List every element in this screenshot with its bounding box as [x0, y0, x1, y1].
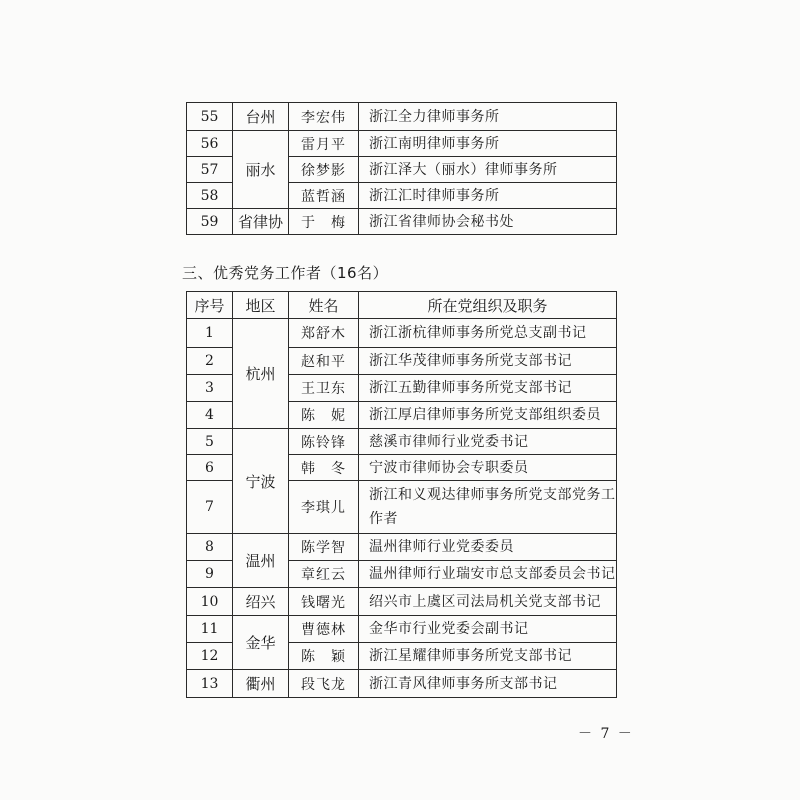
org-cell: 浙江厚启律师事务所党支部组织委员 — [359, 402, 617, 429]
name-cell: 徐梦影 — [289, 157, 359, 183]
name-cell: 李琪儿 — [289, 481, 359, 534]
org-cell: 金华市行业党委会副书记 — [359, 616, 617, 643]
row-number: 2 — [187, 348, 233, 375]
org-cell: 浙江省律师协会秘书处 — [359, 209, 617, 235]
name-cell: 赵和平 — [289, 348, 359, 375]
org-cell: 浙江南明律师事务所 — [359, 131, 617, 157]
row-number: 10 — [187, 588, 233, 616]
name-cell: 陈学智 — [289, 534, 359, 561]
region-cell: 衢州 — [233, 670, 289, 698]
table-row — [187, 534, 617, 561]
org-cell: 绍兴市上虞区司法局机关党支部书记 — [359, 588, 617, 616]
region-cell: 温州 — [233, 534, 289, 588]
row-number: 6 — [187, 455, 233, 481]
party-workers-table — [186, 291, 617, 698]
header-number: 序号 — [187, 292, 233, 319]
name-cell: 韩 冬 — [289, 455, 359, 481]
region-cell: 台州 — [233, 103, 289, 131]
org-cell: 浙江全力律师事务所 — [359, 103, 617, 131]
region-cell: 省律协 — [233, 209, 289, 235]
name-cell: 蓝哲涵 — [289, 183, 359, 209]
name-cell: 陈 妮 — [289, 402, 359, 429]
table-row — [187, 103, 617, 131]
org-cell: 慈溪市律师行业党委书记 — [359, 429, 617, 455]
row-number: 9 — [187, 561, 233, 588]
table-row — [187, 588, 617, 616]
org-cell: 浙江星耀律师事务所党支部书记 — [359, 643, 617, 670]
table-row — [187, 670, 617, 698]
table-row — [187, 429, 617, 455]
org-cell: 浙江青风律师事务所支部书记 — [359, 670, 617, 698]
row-number: 59 — [187, 209, 233, 235]
org-cell: 浙江浙杭律师事务所党总支副书记 — [359, 319, 617, 348]
org-cell: 浙江华茂律师事务所党支部书记 — [359, 348, 617, 375]
region-cell: 金华 — [233, 616, 289, 670]
table-row — [187, 319, 617, 348]
row-number: 58 — [187, 183, 233, 209]
name-cell: 于 梅 — [289, 209, 359, 235]
region-cell: 绍兴 — [233, 588, 289, 616]
name-cell: 李宏伟 — [289, 103, 359, 131]
region-cell: 宁波 — [233, 429, 289, 534]
name-cell: 王卫东 — [289, 375, 359, 402]
row-number: 7 — [187, 481, 233, 534]
row-number: 57 — [187, 157, 233, 183]
row-number: 3 — [187, 375, 233, 402]
row-number: 5 — [187, 429, 233, 455]
name-cell: 陈铃锋 — [289, 429, 359, 455]
name-cell: 钱曙光 — [289, 588, 359, 616]
name-cell: 陈 颖 — [289, 643, 359, 670]
name-cell: 段飞龙 — [289, 670, 359, 698]
row-number: 12 — [187, 643, 233, 670]
org-cell: 浙江汇时律师事务所 — [359, 183, 617, 209]
table-row — [187, 209, 617, 235]
row-number: 56 — [187, 131, 233, 157]
region-cell: 丽水 — [233, 131, 289, 209]
row-number: 8 — [187, 534, 233, 561]
org-cell: 浙江泽大（丽水）律师事务所 — [359, 157, 617, 183]
row-number: 13 — [187, 670, 233, 698]
table-row — [187, 131, 617, 157]
name-cell: 郑舒木 — [289, 319, 359, 348]
header-name: 姓名 — [289, 292, 359, 319]
org-cell: 温州律师行业党委委员 — [359, 534, 617, 561]
page-number: － 7 － — [578, 726, 634, 742]
region-cell: 杭州 — [233, 319, 289, 429]
name-cell: 雷月平 — [289, 131, 359, 157]
row-number: 1 — [187, 319, 233, 348]
awardee-table-continued — [186, 102, 617, 235]
section-title: 三、优秀党务工作者（16名） — [182, 264, 389, 282]
row-number: 4 — [187, 402, 233, 429]
table-header-row — [187, 292, 617, 319]
name-cell: 曹德林 — [289, 616, 359, 643]
row-number: 11 — [187, 616, 233, 643]
table-row — [187, 616, 617, 643]
org-cell: 浙江五勤律师事务所党支部书记 — [359, 375, 617, 402]
row-number: 55 — [187, 103, 233, 131]
header-org: 所在党组织及职务 — [359, 292, 617, 319]
org-cell: 宁波市律师协会专职委员 — [359, 455, 617, 481]
org-cell: 温州律师行业瑞安市总支部委员会书记 — [359, 561, 617, 588]
header-region: 地区 — [233, 292, 289, 319]
org-cell: 浙江和义观达律师事务所党支部党务工作者 — [359, 481, 617, 534]
name-cell: 章红云 — [289, 561, 359, 588]
